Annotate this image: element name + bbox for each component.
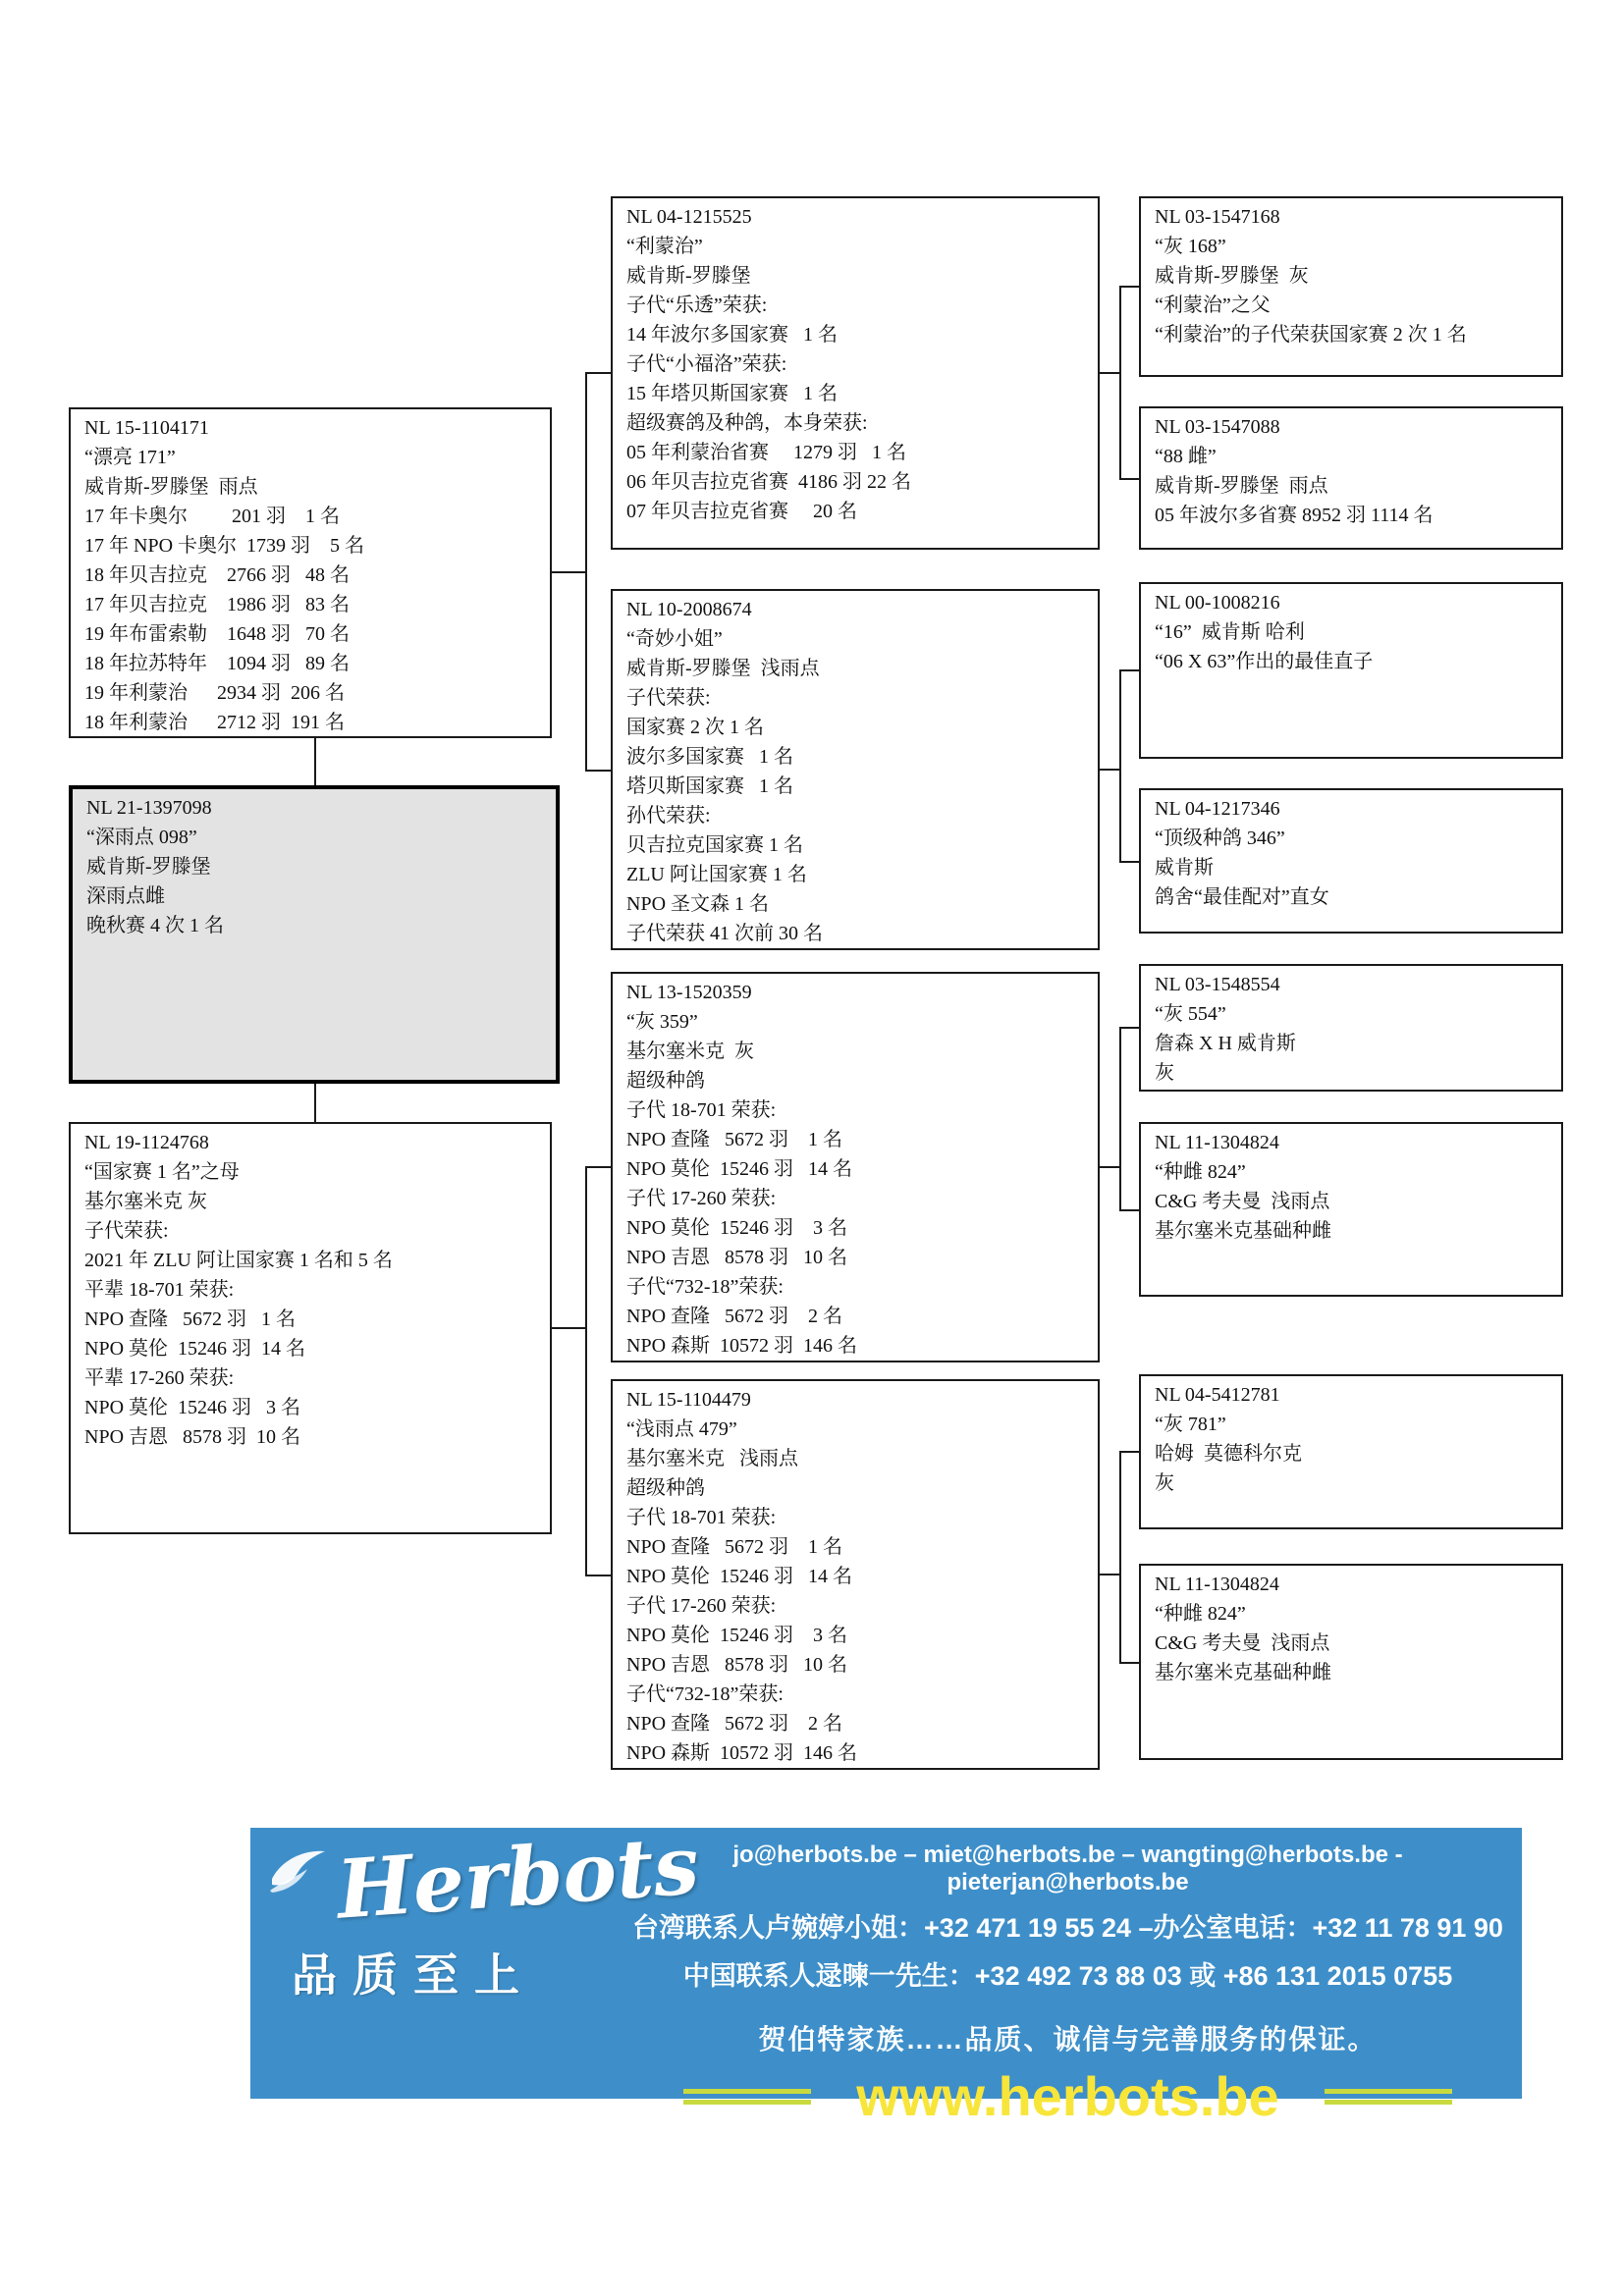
banner-china-contact: 中国联系人逯暕一先生：+32 492 73 88 03 或 +86 131 2015 0755 <box>682 1961 1453 1991</box>
pedigree-box-pgm-sire <box>1139 582 1563 759</box>
pedigree-line: 19 年布雷索勒 1648 羽 70 名 <box>84 623 350 645</box>
pedigree-line: “利蒙治” <box>626 236 703 257</box>
pedigree-line: 子代荣获 41 次前 30 名 <box>626 923 823 944</box>
pedigree-line: 超级赛鸽及种鸽，本身荣获: <box>626 412 868 434</box>
pedigree-line: 威肯斯-罗滕堡 灰 <box>1155 265 1309 287</box>
pedigree-line: NL 04-1215525 <box>626 206 752 228</box>
pedigree-line: 子代 17-260 荣获: <box>626 1188 777 1209</box>
pedigree-box-subject <box>69 785 560 1084</box>
pedigree-line: NPO 莫伦 15246 羽 3 名 <box>84 1397 301 1418</box>
pedigree-line: NL 19-1124768 <box>84 1132 209 1153</box>
banner-slogan: 贺伯特家族……品质、诚信与完善服务的保证。 <box>758 2024 1378 2055</box>
pedigree-line: 威肯斯-罗滕堡 雨点 <box>1155 475 1328 497</box>
banner-website: www.herbots.be <box>856 2065 1279 2127</box>
pedigree-box-pgf-sire <box>1139 196 1563 377</box>
pedigree-line: NPO 查隆 5672 羽 2 名 <box>626 1713 843 1735</box>
connector-line <box>1119 478 1139 480</box>
pedigree-line: “灰 554” <box>1155 1003 1226 1025</box>
decorative-double-line <box>1325 2089 1452 2105</box>
pedigree-line: “浅雨点 479” <box>626 1418 737 1440</box>
pedigree-line: NPO 吉恩 8578 羽 10 名 <box>626 1247 848 1268</box>
pedigree-line: ZLU 阿让国家赛 1 名 <box>626 864 807 885</box>
pedigree-line: “漂亮 171” <box>84 447 176 468</box>
pedigree-line: 2021 年 ZLU 阿让国家赛 1 名和 5 名 <box>84 1250 393 1271</box>
pedigree-line: NL 04-5412781 <box>1155 1384 1280 1406</box>
pedigree-line: NL 10-2008674 <box>626 599 752 620</box>
pedigree-line: 18 年利蒙治 2712 羽 191 名 <box>84 712 345 733</box>
pedigree-line: 05 年波尔多省赛 8952 羽 1114 名 <box>1155 505 1434 526</box>
pedigree-line: 基尔塞米克 灰 <box>626 1041 754 1062</box>
pedigree-line: 18 年拉苏特年 1094 羽 89 名 <box>84 653 350 674</box>
pedigree-box-mgm-dam <box>1139 1564 1563 1760</box>
pedigree-line: 子代“732-18”荣获: <box>626 1276 784 1298</box>
pedigree-line: NL 13-1520359 <box>626 982 752 1003</box>
pedigree-line: “88 雌” <box>1155 446 1217 467</box>
pedigree-line: “顶级种鸽 346” <box>1155 828 1285 849</box>
pedigree-line: “奇妙小姐” <box>626 628 723 650</box>
pedigree-line: “深雨点 098” <box>86 827 197 848</box>
decorative-double-line <box>683 2089 811 2105</box>
pedigree-line: NL 11-1304824 <box>1155 1574 1279 1595</box>
pedigree-line: 15 年塔贝斯国家赛 1 名 <box>626 383 838 404</box>
herbots-logo-slogan: 品质至上 <box>292 1950 535 2002</box>
pedigree-line: 詹森 X H 威肯斯 <box>1155 1033 1296 1054</box>
connector-line <box>1119 669 1139 671</box>
pedigree-line: 灰 <box>1155 1062 1174 1084</box>
herbots-logo-text: Herbots <box>334 1818 702 1938</box>
pedigree-line: NPO 莫伦 15246 羽 14 名 <box>626 1566 853 1587</box>
pedigree-line: 子代“小福洛”荣获: <box>626 353 787 375</box>
pedigree-box-mgf-dam <box>1139 1122 1563 1297</box>
pedigree-line: 波尔多国家赛 1 名 <box>626 746 793 768</box>
pedigree-line: 基尔塞米克 浅雨点 <box>626 1448 798 1469</box>
pedigree-line: 子代“乐透”荣获: <box>626 294 768 316</box>
connector-line <box>1100 1166 1121 1168</box>
connector-line <box>552 571 585 573</box>
pedigree-line: 14 年波尔多国家赛 1 名 <box>626 324 838 346</box>
herbots-logo <box>264 1818 702 2004</box>
pedigree-line: 06 年贝吉拉克省赛 4186 羽 22 名 <box>626 471 911 493</box>
pedigree-line: 鸽舍“最佳配对”直女 <box>1155 886 1329 908</box>
connector-line <box>1119 1452 1121 1664</box>
pedigree-line: “种雌 824” <box>1155 1161 1246 1183</box>
pedigree-line: 基尔塞米克基础种雌 <box>1155 1662 1331 1683</box>
pedigree-box-mother <box>69 1122 552 1534</box>
connector-line <box>585 1167 587 1576</box>
pedigree-line: NL 11-1304824 <box>1155 1132 1279 1153</box>
pedigree-line: 07 年贝吉拉克省赛 20 名 <box>626 501 857 522</box>
pedigree-line: “利蒙治”之父 <box>1155 294 1271 316</box>
connector-line <box>585 373 587 772</box>
pedigree-line: NL 15-1104171 <box>84 417 209 439</box>
pedigree-line: 19 年利蒙治 2934 羽 206 名 <box>84 682 345 704</box>
pedigree-line: NPO 莫伦 15246 羽 14 名 <box>84 1338 306 1360</box>
pedigree-line: NPO 莫伦 15246 羽 3 名 <box>626 1217 848 1239</box>
connector-line <box>585 372 611 374</box>
banner-taiwan-contact: 台湾联系人卢婉婷小姐：+32 471 19 55 24 –办公室电话：+32 11 78 91 90 <box>632 1913 1503 1943</box>
connector-line <box>585 1166 611 1168</box>
pedigree-line: C&G 考夫曼 浅雨点 <box>1155 1632 1330 1654</box>
pedigree-line: NPO 莫伦 15246 羽 14 名 <box>626 1158 853 1180</box>
pedigree-line: NPO 吉恩 8578 羽 10 名 <box>84 1426 301 1448</box>
connector-line <box>1119 287 1121 480</box>
pedigree-line: NPO 查隆 5672 羽 1 名 <box>626 1536 843 1558</box>
pedigree-line: 国家赛 2 次 1 名 <box>626 717 764 738</box>
connector-line <box>1100 372 1121 374</box>
pedigree-line: 威肯斯-罗滕堡 浅雨点 <box>626 658 820 679</box>
pedigree-line: 子代荣获: <box>626 687 711 709</box>
pedigree-line: 基尔塞米克 灰 <box>84 1191 207 1212</box>
banner-emails: jo@herbots.be – miet@herbots.be – wangting@herbots.be - pieterjan@herbots.be <box>732 1842 1403 1896</box>
pedigree-line: 超级种鸽 <box>626 1070 705 1092</box>
pedigree-line: 威肯斯-罗滕堡 <box>86 856 211 878</box>
pedigree-box-paternal-grandfather <box>611 196 1100 550</box>
connector-line <box>1119 1451 1139 1453</box>
pedigree-line: 塔贝斯国家赛 1 名 <box>626 775 793 797</box>
pedigree-line: NPO 圣文森 1 名 <box>626 893 770 915</box>
pedigree-line: 17 年 NPO 卡奥尔 1739 羽 5 名 <box>84 535 365 557</box>
connector-line <box>1119 1027 1139 1029</box>
connector-line <box>1119 861 1139 863</box>
pedigree-line: 孙代荣获: <box>626 805 711 827</box>
pedigree-line: 17 年贝吉拉克 1986 羽 83 名 <box>84 594 350 615</box>
pedigree-line: 威肯斯 <box>1155 857 1214 879</box>
pedigree-line: NL 21-1397098 <box>86 797 212 819</box>
pedigree-line: NPO 莫伦 15246 羽 3 名 <box>626 1625 848 1646</box>
herbots-banner <box>250 1818 1522 2127</box>
pedigree-line: 05 年利蒙治省赛 1279 羽 1 名 <box>626 442 906 463</box>
pedigree-line: 子代 18-701 荣获: <box>626 1099 777 1121</box>
pedigree-line: 灰 <box>1155 1472 1174 1494</box>
pedigree-line: “06 X 63”作出的最佳直子 <box>1155 651 1374 672</box>
pedigree-line: 哈姆 莫德科尔克 <box>1155 1443 1302 1465</box>
pedigree-line: 晚秋赛 4 次 1 名 <box>86 915 224 936</box>
pedigree-line: 18 年贝吉拉克 2766 羽 48 名 <box>84 564 350 586</box>
pedigree-line: 威肯斯-罗滕堡 雨点 <box>84 476 258 498</box>
pedigree-line: “种雌 824” <box>1155 1603 1246 1625</box>
pedigree-line: NPO 查隆 5672 羽 2 名 <box>626 1306 843 1327</box>
pedigree-line: 超级种鸽 <box>626 1477 705 1499</box>
connector-line <box>1119 670 1121 863</box>
pedigree-line: 贝吉拉克国家赛 1 名 <box>626 834 803 856</box>
pedigree-line: 威肯斯-罗滕堡 <box>626 265 751 287</box>
pedigree-box-mgf-sire <box>1139 964 1563 1092</box>
connector-line <box>314 738 316 785</box>
connector-line <box>1100 769 1121 771</box>
pedigree-line: NL 03-1548554 <box>1155 974 1280 995</box>
pedigree-box-pgf-dam <box>1139 406 1563 550</box>
pedigree-line: NL 15-1104479 <box>626 1389 751 1411</box>
pedigree-box-maternal-grandfather <box>611 972 1100 1362</box>
pedigree-line: NPO 森斯 10572 羽 146 名 <box>626 1742 858 1764</box>
pedigree-line: NL 03-1547088 <box>1155 416 1280 438</box>
pedigree-line: NPO 查隆 5672 羽 1 名 <box>84 1308 297 1330</box>
pedigree-line: 子代“732-18”荣获: <box>626 1683 784 1705</box>
pedigree-box-father <box>69 407 552 738</box>
pedigree-line: NPO 查隆 5672 羽 1 名 <box>626 1129 843 1150</box>
pedigree-line: “灰 168” <box>1155 236 1226 257</box>
connector-line <box>1100 1574 1121 1575</box>
pedigree-box-mgm-sire <box>1139 1374 1563 1529</box>
connector-line <box>1119 1209 1139 1211</box>
pedigree-line: NL 03-1547168 <box>1155 206 1280 228</box>
pedigree-line: 平辈 17-260 荣获: <box>84 1367 235 1389</box>
connector-line <box>552 1327 585 1329</box>
pedigree-line: “16” 威肯斯 哈利 <box>1155 621 1305 643</box>
pedigree-box-pgm-dam <box>1139 788 1563 934</box>
connector-line <box>1119 1028 1121 1211</box>
pedigree-line: “灰 781” <box>1155 1414 1226 1435</box>
pedigree-line: 17 年卡奥尔 201 羽 1 名 <box>84 506 340 527</box>
pedigree-line: 子代 18-701 荣获: <box>626 1507 777 1528</box>
pedigree-line: 子代 17-260 荣获: <box>626 1595 777 1617</box>
pedigree-line: NL 00-1008216 <box>1155 592 1280 614</box>
feather-icon <box>264 1842 333 1915</box>
connector-line <box>1119 286 1139 288</box>
pedigree-line: NL 04-1217346 <box>1155 798 1280 820</box>
pedigree-line: 深雨点雌 <box>86 885 165 907</box>
pedigree-line: NPO 森斯 10572 羽 146 名 <box>626 1335 858 1357</box>
pedigree-line: 基尔塞米克基础种雌 <box>1155 1220 1331 1242</box>
pedigree-line: “国家赛 1 名”之母 <box>84 1161 240 1183</box>
pedigree-box-paternal-grandmother <box>611 589 1100 950</box>
connector-line <box>585 1575 611 1576</box>
pedigree-box-maternal-grandmother <box>611 1379 1100 1770</box>
connector-line <box>314 1084 316 1122</box>
connector-line <box>1119 1662 1139 1664</box>
pedigree-line: 子代荣获: <box>84 1220 169 1242</box>
pedigree-line: “灰 359” <box>626 1011 698 1033</box>
connector-line <box>585 770 611 772</box>
pedigree-line: 平辈 18-701 荣获: <box>84 1279 235 1301</box>
pedigree-line: “利蒙治”的子代荣获国家赛 2 次 1 名 <box>1155 324 1467 346</box>
pedigree-line: NPO 吉恩 8578 羽 10 名 <box>626 1654 848 1676</box>
pedigree-line: C&G 考夫曼 浅雨点 <box>1155 1191 1330 1212</box>
